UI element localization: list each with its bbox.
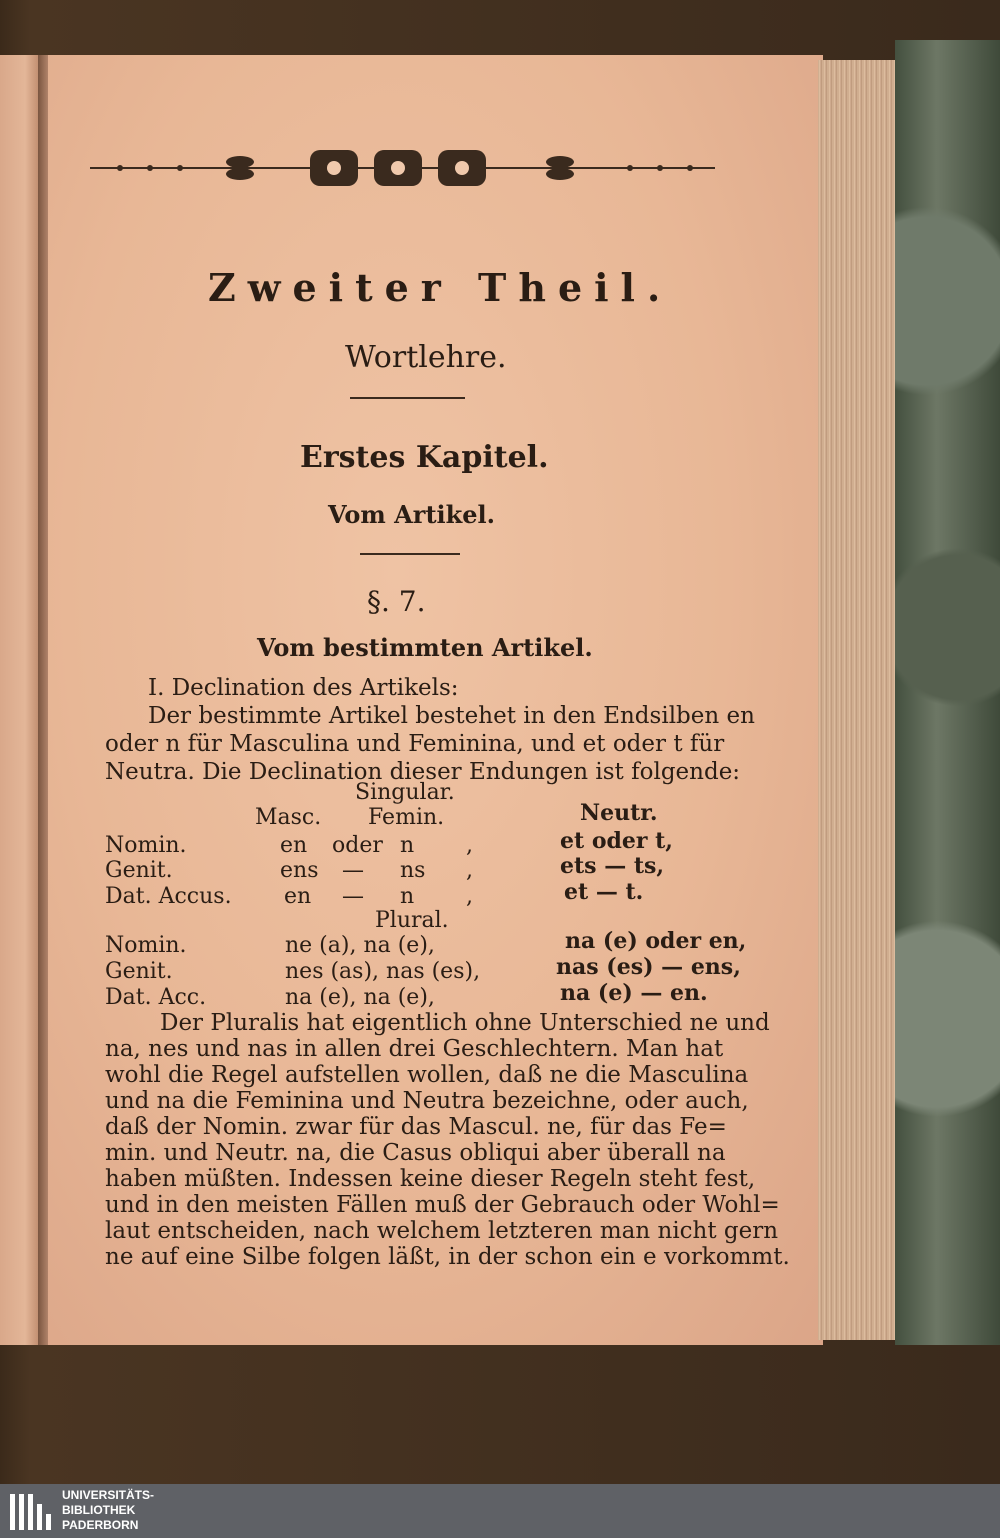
footer-line-1: UNIVERSITÄTS- <box>62 1488 155 1502</box>
case-label: Nomin. <box>105 833 187 858</box>
fem-ending: n <box>400 833 415 858</box>
footer-text <box>62 1488 154 1533</box>
header-neutr: Neutr. <box>580 800 658 826</box>
fem-ending: n <box>400 884 415 909</box>
part-title: Zweiter Theil. <box>208 265 673 310</box>
divider-rule <box>360 553 460 555</box>
body-line: daß der Nomin. zwar für das Mascul. ne, für das Fe= <box>105 1114 727 1140</box>
masc-ending: en <box>284 884 312 909</box>
page-edges <box>818 60 898 1340</box>
body-line: laut entscheiden, nach welchem letzteren man nicht gern <box>105 1218 779 1244</box>
intro-line: oder n für Masculina und Feminina, und et oder t für <box>105 731 725 757</box>
intro-line: Der bestimmte Artikel bestehet in den Endsilben en <box>148 703 755 729</box>
header-masc: Masc. <box>255 805 322 830</box>
footer-line-2: BIBLIOTHEK <box>62 1503 136 1517</box>
chapter-title: Erstes Kapitel. <box>300 440 549 475</box>
case-label: Genit. <box>105 858 173 883</box>
comma: , <box>466 858 473 883</box>
neutr-ending: ets — ts, <box>560 853 665 879</box>
masc-ending: ens <box>280 858 319 883</box>
body-line: wohl die Regel aufstellen wollen, daß ne die Masculina <box>105 1062 749 1088</box>
case-label: Nomin. <box>105 933 187 958</box>
left-page-edge <box>0 55 42 1345</box>
footer-line-3: PADERBORN <box>62 1518 139 1532</box>
plural-mf-ending: na (e), na (e), <box>285 985 435 1010</box>
body-line: und na die Feminina und Neutra bezeichne, oder auch, <box>105 1088 749 1114</box>
case-label: Genit. <box>105 959 173 984</box>
case-label: Dat. Accus. <box>105 884 232 909</box>
body-line: na, nes und nas in allen drei Geschlechtern. Man hat <box>105 1036 724 1062</box>
body-line: und in den meisten Fällen muß der Gebrauch oder Wohl= <box>105 1192 780 1218</box>
singular-label: Singular. <box>355 780 455 805</box>
library-logo-icon <box>8 1490 54 1534</box>
fem-ending: ns <box>400 858 426 883</box>
neutr-ending: et oder t, <box>560 828 673 854</box>
intro-line: Neutra. Die Declination dieser Endungen ist folgende: <box>105 759 741 785</box>
chapter-subtitle: Vom Artikel. <box>328 500 496 529</box>
masc-ending: en <box>280 833 308 858</box>
comma: , <box>466 833 473 858</box>
neutr-ending: et — t. <box>564 879 644 905</box>
section-number: §. 7. <box>367 585 426 618</box>
section-title: Vom bestimmten Artikel. <box>257 633 593 662</box>
body-line: min. und Neutr. na, die Casus obliqui aber überall na <box>105 1140 726 1166</box>
plural-label: Plural. <box>375 908 449 933</box>
comma: , <box>466 884 473 909</box>
case-label: Dat. Acc. <box>105 985 207 1010</box>
body-line: Der Pluralis hat eigentlich ohne Unterschied ne und <box>160 1010 770 1036</box>
plural-mf-ending: nes (as), nas (es), <box>285 959 481 984</box>
body-line: ne auf eine Silbe folgen läßt, in der schon ein e vorkommt. <box>105 1244 790 1270</box>
ornament-divider <box>90 148 715 188</box>
plural-neutr-ending: na (e) — en. <box>560 980 708 1006</box>
header-femin: Femin. <box>368 805 445 830</box>
plural-neutr-ending: na (e) oder en, <box>565 928 747 954</box>
separator: — <box>342 884 364 909</box>
part-subtitle: Wortlehre. <box>345 340 507 375</box>
body-line: haben müßten. Indessen keine dieser Regeln steht fest, <box>105 1166 756 1192</box>
plural-neutr-ending: nas (es) — ens, <box>556 954 741 980</box>
intro-line: I. Declination des Artikels: <box>148 675 459 701</box>
plural-mf-ending: ne (a), na (e), <box>285 933 435 958</box>
separator: oder <box>332 833 383 858</box>
divider-rule <box>350 397 465 399</box>
separator: — <box>342 858 364 883</box>
marbled-cover <box>895 40 1000 1345</box>
